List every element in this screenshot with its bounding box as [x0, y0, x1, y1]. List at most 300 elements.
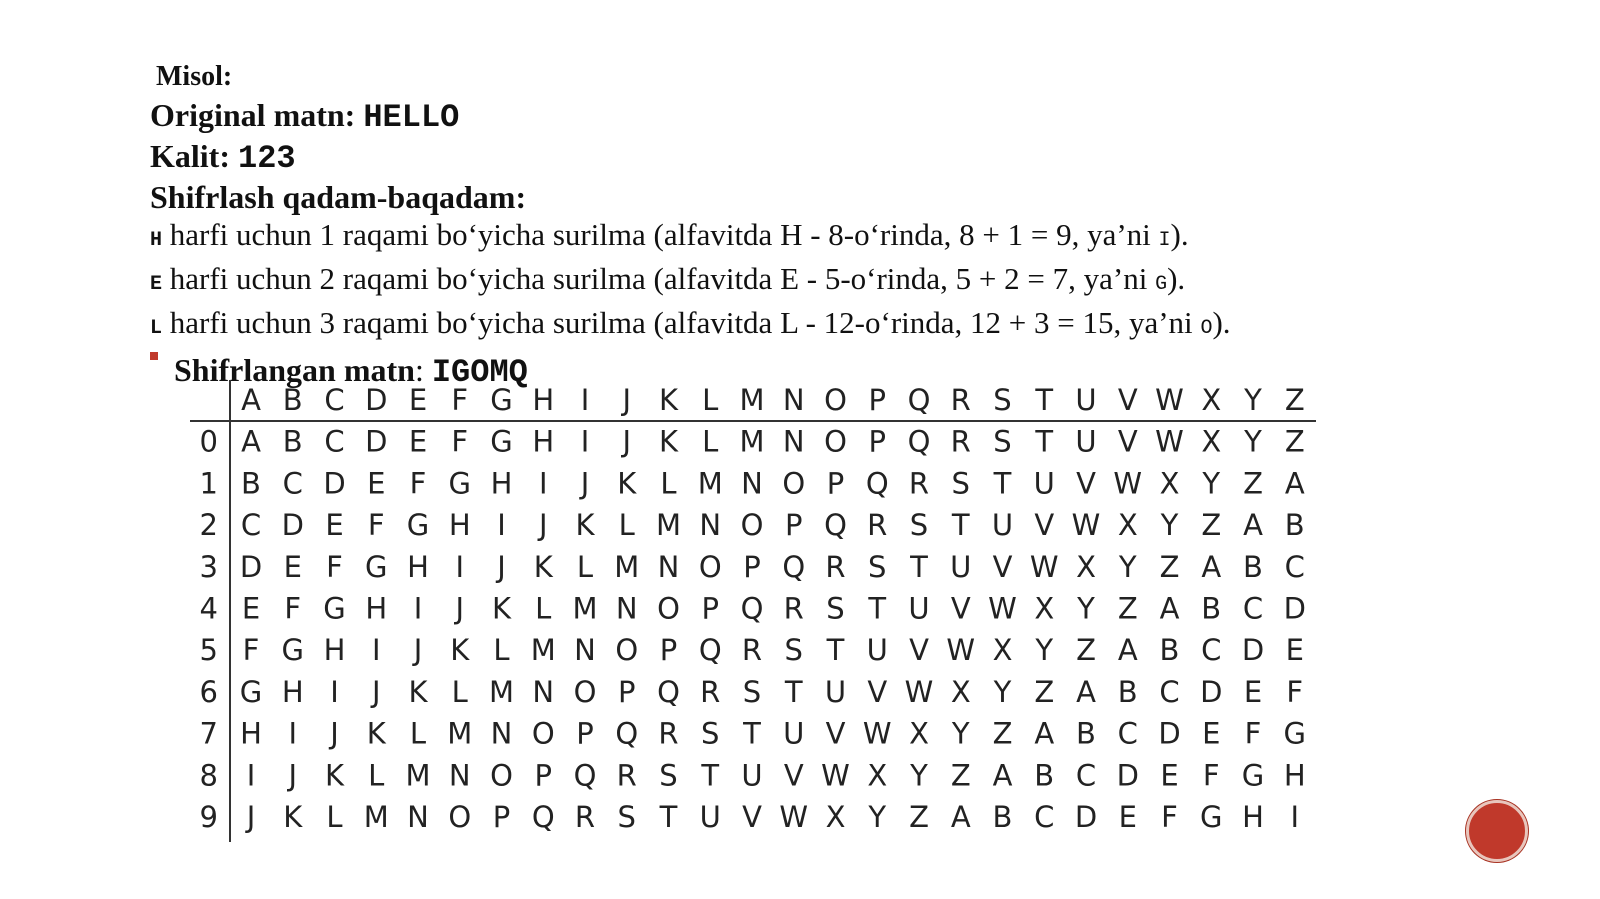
table-cell: Y	[1077, 591, 1095, 626]
table-cell: L	[576, 549, 594, 584]
step-line-1	[150, 216, 1450, 260]
header-cell: R	[950, 383, 971, 417]
original-label: Original matn:	[150, 97, 356, 133]
table-cell: R	[741, 633, 763, 668]
table-cell: L	[702, 424, 719, 459]
table-cell: J	[371, 674, 381, 709]
table-cell: B	[1201, 591, 1222, 626]
table-cell: W	[1029, 549, 1059, 584]
table-cell: J	[288, 758, 298, 793]
table-cell: M	[488, 674, 515, 709]
table-cell: R	[658, 716, 679, 751]
table-cell: Y	[1244, 424, 1262, 459]
table-cell: M	[405, 758, 431, 793]
original-text-line	[150, 96, 1450, 137]
table-cell: X	[825, 800, 846, 834]
table-cell: F	[451, 424, 469, 459]
table-cell: X	[1076, 549, 1096, 584]
table-cell: I	[497, 508, 506, 543]
table-cell: H	[1283, 758, 1306, 793]
table-cell: D	[365, 424, 388, 459]
table-cell: P	[534, 758, 552, 793]
table-cell: H	[281, 674, 304, 709]
header-cell: X	[1201, 383, 1222, 417]
table-cell: H	[240, 716, 262, 751]
header-cell: E	[408, 383, 428, 417]
table-cell: N	[782, 424, 805, 459]
table-cell: Q	[615, 716, 639, 751]
row-label: 6	[199, 674, 218, 709]
table-cell: U	[741, 758, 763, 793]
example-title: Misol:	[156, 61, 233, 92]
table-cell: P	[868, 424, 886, 459]
vigenere-table	[190, 380, 1330, 855]
table-cell: C	[1117, 716, 1138, 751]
header-cell: V	[1117, 383, 1138, 417]
table-cell: T	[910, 549, 928, 584]
table-cell: E	[367, 466, 386, 501]
table-cell: Q	[698, 633, 722, 668]
table-cell: P	[785, 508, 803, 543]
table-cell: T	[951, 508, 970, 543]
table-cell: M	[530, 633, 556, 668]
table-cell: I	[246, 758, 256, 793]
step-text: harfi uchun 1 raqami bo‘yicha surilma (alfavitda H - 8-o‘rinda, 8 + 1 = 9, ya’ni	[162, 217, 1159, 252]
table-cell: O	[740, 508, 764, 543]
table-cell: K	[324, 758, 345, 793]
table-cell: D	[1116, 758, 1139, 793]
row-label: 7	[199, 716, 218, 751]
table-cell: G	[1283, 716, 1306, 751]
table-cell: G	[365, 549, 388, 584]
row-label: 2	[199, 508, 218, 543]
table-cell: X	[992, 633, 1013, 668]
header-cell: C	[324, 383, 345, 417]
row-label: 8	[199, 758, 218, 793]
table-cell: U	[824, 674, 847, 709]
table-cell: G	[490, 424, 513, 459]
table-cell: S	[909, 508, 929, 543]
table-cell: C	[282, 466, 303, 501]
table-cell: T	[784, 674, 803, 709]
step-letter: L	[150, 317, 163, 340]
table-cell: E	[1285, 633, 1304, 668]
table-cell: O	[615, 633, 639, 668]
header-cell: O	[824, 383, 847, 417]
table-cell: R	[867, 508, 888, 543]
table-cell: H	[448, 508, 471, 543]
steps-heading: Shifrlash qadam-baqadam:	[150, 179, 527, 215]
table-cell: Y	[1118, 549, 1137, 584]
table-cell: S	[784, 633, 803, 668]
table-cell: G	[1241, 758, 1265, 793]
table-cell: O	[782, 466, 806, 501]
table-cell: O	[657, 591, 680, 626]
table-cell: U	[991, 508, 1014, 543]
table-cell: D	[1158, 716, 1181, 751]
table-cell: R	[700, 674, 721, 709]
header-cell: Q	[907, 383, 931, 417]
table-cell: I	[538, 466, 548, 501]
step-line-2	[150, 260, 1450, 304]
table-cell: V	[1117, 424, 1138, 459]
original-value: HELLO	[363, 99, 460, 136]
step-letter: H	[150, 229, 163, 252]
table-cell: V	[783, 758, 804, 793]
table-cell: K	[575, 508, 595, 543]
table-cell: F	[326, 549, 343, 584]
bullet-icon	[150, 352, 158, 360]
table-cell: V	[909, 633, 929, 668]
table-cell: R	[908, 466, 930, 501]
step-end: ).	[1212, 305, 1231, 340]
table-cell: N	[448, 758, 471, 793]
table-cell: J	[455, 591, 465, 626]
table-cell: T	[1035, 424, 1054, 459]
vigenere-table-svg	[190, 380, 1330, 850]
table-cell: Y	[993, 674, 1012, 709]
table-cell: C	[1201, 633, 1222, 668]
table-cell: X	[1034, 591, 1055, 626]
table-cell: C	[1242, 591, 1264, 626]
table-cell: L	[368, 758, 385, 793]
row-label: 4	[199, 591, 218, 626]
table-cell: B	[1034, 758, 1055, 793]
table-cell: U	[699, 800, 721, 834]
table-cell: Q	[782, 549, 806, 584]
table-cell: H	[532, 424, 555, 459]
table-cell: Q	[573, 758, 597, 793]
table-cell: O	[448, 800, 472, 834]
table-cell: S	[742, 674, 762, 709]
table-cell: N	[615, 591, 638, 626]
table-cell: S	[951, 466, 970, 501]
table-cell: O	[531, 716, 555, 751]
table-cell: O	[824, 424, 847, 459]
header-cell: M	[739, 383, 765, 417]
table-cell: B	[241, 466, 261, 501]
table-cell: Q	[865, 466, 889, 501]
table-cell: M	[739, 424, 765, 459]
table-cell: U	[783, 716, 805, 751]
table-cell: U	[1033, 466, 1055, 501]
header-cell: F	[451, 383, 469, 417]
table-cell: G	[406, 508, 430, 543]
table-cell: T	[868, 591, 887, 626]
table-cell: Q	[657, 674, 680, 709]
table-cell: P	[618, 674, 636, 709]
table-cell: Y	[1160, 508, 1179, 543]
table-cell: B	[1159, 633, 1180, 668]
header-cell: K	[658, 383, 679, 417]
table-cell: X	[1117, 508, 1138, 543]
table-cell: B	[1243, 549, 1263, 584]
next-slide-button[interactable]	[1466, 800, 1528, 862]
table-cell: E	[1160, 758, 1179, 793]
table-cell: N	[657, 549, 680, 584]
table-cell: M	[655, 508, 682, 543]
table-cell: Y	[868, 800, 887, 834]
table-cell: S	[826, 591, 845, 626]
table-cell: A	[1159, 591, 1180, 626]
result-value: IGOMQ	[431, 354, 528, 391]
table-cell: H	[365, 591, 388, 626]
table-cell: B	[1076, 716, 1096, 751]
table-cell: M	[363, 800, 389, 834]
table-cell: J	[497, 549, 506, 584]
table-cell: A	[950, 800, 971, 834]
table-cell: X	[867, 758, 888, 793]
table-cell: T	[826, 633, 845, 668]
table-cell: D	[281, 508, 304, 543]
table-cell: G	[448, 466, 471, 501]
table-cell: T	[743, 716, 761, 751]
table-cell: I	[580, 424, 590, 459]
row-label: 0	[199, 424, 218, 459]
table-cell: S	[701, 716, 720, 751]
table-cell: K	[533, 549, 553, 584]
table-cell: D	[1241, 633, 1265, 668]
header-cell: J	[622, 383, 632, 417]
table-cell: N	[574, 633, 596, 668]
header-cell: G	[490, 383, 513, 417]
header-cell: U	[1075, 383, 1097, 417]
table-cell: N	[407, 800, 429, 834]
row-label: 5	[199, 633, 218, 668]
table-cell: R	[574, 800, 596, 834]
table-cell: J	[622, 424, 632, 459]
table-cell: L	[409, 716, 427, 751]
table-cell: W	[779, 800, 809, 834]
table-cell: O	[698, 549, 722, 584]
table-cell: J	[330, 716, 339, 751]
table-cell: D	[1200, 674, 1223, 709]
result-label: Shifrlangan matn	[174, 352, 415, 388]
table-cell: T	[993, 466, 1012, 501]
table-cell: G	[281, 633, 304, 668]
table-cell: T	[701, 758, 720, 793]
table-cell: Z	[1117, 591, 1138, 626]
table-cell: F	[1202, 758, 1220, 793]
table-cell: C	[240, 508, 262, 543]
header-cell: L	[702, 383, 719, 417]
table-cell: R	[950, 424, 971, 459]
header-cell: D	[365, 383, 388, 417]
table-cell: F	[242, 633, 260, 668]
key-line	[150, 137, 1450, 178]
table-cell: Y	[1035, 633, 1054, 668]
table-cell: Z	[909, 800, 929, 834]
table-cell: I	[455, 549, 465, 584]
table-cell: A	[992, 758, 1013, 793]
table-cell: P	[826, 466, 845, 501]
table-cell: H	[323, 633, 346, 668]
table-cell: B	[1117, 674, 1138, 709]
table-cell: C	[1284, 549, 1305, 584]
header-cell: S	[993, 383, 1012, 417]
table-cell: N	[741, 466, 763, 501]
table-cell: Z	[992, 716, 1013, 751]
table-cell: F	[1286, 674, 1304, 709]
table-cell: A	[1117, 633, 1138, 668]
table-cell: X	[950, 674, 971, 709]
table-cell: S	[993, 424, 1012, 459]
table-cell: S	[868, 549, 887, 584]
header-cell: W	[1155, 383, 1184, 417]
table-cell: I	[1290, 800, 1300, 834]
table-cell: D	[239, 549, 263, 584]
table-cell: X	[909, 716, 929, 751]
table-cell: E	[241, 591, 261, 626]
step-text: harfi uchun 2 raqami bo‘yicha surilma (alfavitda E - 5-o‘rinda, 5 + 2 = 7, ya’ni	[162, 261, 1156, 296]
table-cell: E	[325, 508, 344, 543]
table-cell: C	[1034, 800, 1055, 834]
table-cell: K	[658, 424, 679, 459]
table-cell: L	[326, 800, 343, 834]
table-cell: U	[908, 591, 930, 626]
table-cell: E	[283, 549, 302, 584]
table-cell: J	[246, 800, 256, 834]
table-cell: L	[451, 674, 468, 709]
table-cell: P	[659, 633, 678, 668]
table-cell: Y	[910, 758, 928, 793]
table-cell: R	[825, 549, 846, 584]
table-cell: N	[490, 716, 513, 751]
table-cell: A	[1201, 549, 1222, 584]
step-result: G	[1155, 273, 1168, 296]
table-cell: L	[660, 466, 677, 501]
table-cell: H	[407, 549, 429, 584]
key-value: 123	[237, 140, 296, 177]
example-text	[150, 58, 1450, 393]
header-cell: N	[782, 383, 805, 417]
table-cell: V	[1034, 508, 1055, 543]
header-cell: H	[532, 383, 555, 417]
table-cell: M	[697, 466, 723, 501]
table-cell: H	[490, 466, 513, 501]
table-cell: J	[413, 633, 423, 668]
table-cell: K	[366, 716, 386, 751]
table-cell: A	[1243, 508, 1263, 543]
table-cell: A	[241, 424, 261, 459]
table-cell: V	[992, 549, 1013, 584]
table-cell: H	[1242, 800, 1264, 834]
key-label: Kalit:	[150, 138, 230, 174]
table-cell: U	[866, 633, 888, 668]
table-cell: A	[1284, 466, 1305, 501]
row-label: 1	[199, 466, 218, 501]
table-cell: K	[283, 800, 303, 834]
table-cell: I	[371, 633, 381, 668]
row-label: 9	[199, 800, 218, 834]
table-cell: R	[616, 758, 637, 793]
table-cell: W	[904, 674, 934, 709]
table-cell: K	[450, 633, 470, 668]
header-cell: T	[1035, 383, 1054, 417]
header-cell: Z	[1284, 383, 1305, 417]
header-cell: A	[241, 383, 261, 417]
table-cell: W	[862, 716, 892, 751]
table-cell: E	[1118, 800, 1137, 834]
table-cell: N	[532, 674, 555, 709]
table-cell: A	[1076, 674, 1096, 709]
table-cell: L	[535, 591, 552, 626]
table-cell: S	[617, 800, 636, 834]
table-cell: Z	[1243, 466, 1263, 501]
table-cell: C	[1159, 674, 1180, 709]
table-cell: C	[324, 424, 345, 459]
table-cell: V	[950, 591, 971, 626]
table-cell: F	[284, 591, 302, 626]
table-cell: V	[1076, 466, 1096, 501]
table-cell: B	[1284, 508, 1305, 543]
table-cell: W	[1155, 424, 1184, 459]
table-cell: W	[821, 758, 850, 793]
table-cell: V	[867, 674, 888, 709]
table-cell: F	[409, 466, 427, 501]
table-cell: Z	[1284, 424, 1305, 459]
table-cell: Q	[531, 800, 555, 834]
header-cell: B	[282, 383, 303, 417]
table-cell: I	[413, 591, 423, 626]
table-cell: P	[576, 716, 594, 751]
table-cell: K	[408, 674, 428, 709]
step-text: harfi uchun 3 raqami bo‘yicha surilma (alfavitda L - 12-o‘rinda, 12 + 3 = 15, ya’ni	[162, 305, 1201, 340]
table-cell: B	[992, 800, 1013, 834]
header-cell: I	[580, 383, 590, 417]
table-cell: Z	[1076, 633, 1096, 668]
table-cell: D	[1283, 591, 1306, 626]
table-cell: J	[538, 508, 548, 543]
row-label: 3	[199, 549, 218, 584]
table-cell: F	[1244, 716, 1262, 751]
table-cell: G	[323, 591, 346, 626]
table-cell: Z	[1159, 549, 1180, 584]
table-cell: S	[659, 758, 678, 793]
table-cell: Q	[907, 424, 931, 459]
table-cell: X	[1159, 466, 1180, 501]
table-cell: J	[580, 466, 590, 501]
table-cell: U	[1075, 424, 1097, 459]
table-cell: T	[659, 800, 678, 834]
table-cell: W	[988, 591, 1017, 626]
table-cell: V	[825, 716, 846, 751]
table-cell: I	[288, 716, 298, 751]
table-cell: G	[1200, 800, 1223, 834]
table-cell: N	[699, 508, 722, 543]
table-cell: Q	[740, 591, 764, 626]
table-cell: W	[1113, 466, 1143, 501]
table-cell: D	[1074, 800, 1098, 834]
table-cell: Y	[1202, 466, 1221, 501]
table-cell: F	[367, 508, 385, 543]
table-cell: L	[618, 508, 635, 543]
table-cell: P	[743, 549, 761, 584]
step-end: ).	[1167, 261, 1186, 296]
table-cell: P	[492, 800, 511, 834]
table-cell: Z	[950, 758, 971, 793]
step-result: O	[1200, 317, 1213, 340]
header-cell: Y	[1244, 383, 1262, 417]
step-line-3	[150, 304, 1450, 348]
table-cell: W	[946, 633, 976, 668]
table-cell: W	[1071, 508, 1101, 543]
table-cell: Z	[1201, 508, 1222, 543]
table-cell: B	[282, 424, 303, 459]
table-cell: Q	[824, 508, 847, 543]
table-cell: A	[1034, 716, 1055, 751]
table-cell: M	[614, 549, 640, 584]
